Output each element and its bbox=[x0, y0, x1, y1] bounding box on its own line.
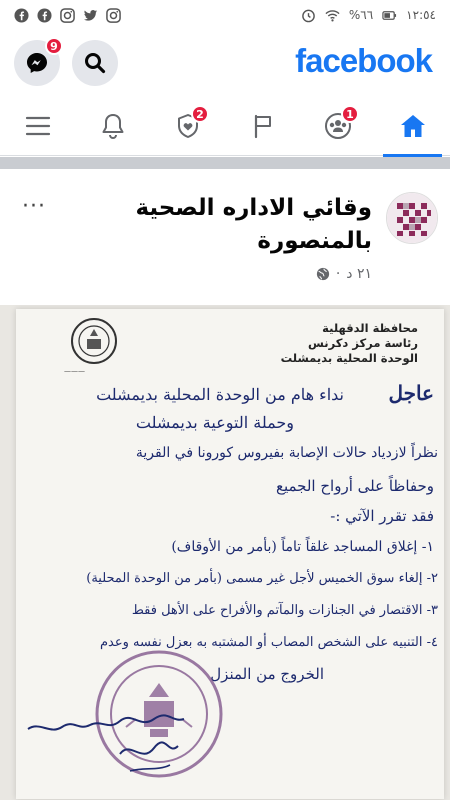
dot-separator: · bbox=[335, 266, 341, 282]
clock-icon bbox=[301, 8, 316, 23]
nav-tabs bbox=[0, 96, 450, 156]
bell-icon bbox=[98, 111, 128, 141]
battery-percent: %٦٦ bbox=[348, 8, 374, 22]
handwriting-line: ١- إغلاق المساجد غلقاً تاماً (بأمر من الأوقاف) bbox=[171, 539, 434, 555]
search-button[interactable] bbox=[72, 40, 118, 86]
wifi-icon bbox=[325, 8, 340, 23]
home-icon bbox=[398, 111, 428, 141]
flag-icon bbox=[248, 111, 278, 141]
urgent-label: عاجل bbox=[388, 381, 434, 405]
tab-notifications[interactable] bbox=[75, 96, 150, 156]
seal-caption: ——— bbox=[64, 367, 85, 375]
dating-badge: 2 bbox=[191, 105, 209, 123]
status-right bbox=[301, 8, 436, 23]
page-name[interactable]: وقائي الاداره الصحية بالمنصورة bbox=[135, 195, 372, 254]
messenger-badge: 9 bbox=[45, 37, 63, 55]
handwriting-line: فقد تقرر الآتي :- bbox=[330, 507, 434, 525]
letterhead-line: رئاسة مركز دكرنس bbox=[308, 336, 418, 350]
signature-icon bbox=[20, 699, 230, 779]
facebook-icon bbox=[37, 8, 52, 23]
post-header bbox=[0, 170, 450, 300]
handwriting-line: ٣- الاقتصار في الجنازات والمآتم والأفراح على الأهل فقط bbox=[131, 603, 438, 618]
battery-icon bbox=[382, 8, 397, 23]
letterhead-line: الوحدة المحلية بديمشلت bbox=[280, 351, 418, 365]
globe-icon bbox=[316, 267, 330, 281]
tab-dating[interactable] bbox=[150, 96, 225, 156]
status-bar bbox=[0, 0, 450, 30]
handwriting-line: نظراً لازدياد حالات الإصابة بفيروس كورونا في القرية bbox=[135, 445, 438, 461]
more-options-button[interactable]: ··· bbox=[22, 194, 46, 219]
letterhead bbox=[281, 321, 418, 366]
instagram-icon bbox=[106, 8, 121, 23]
handwriting-line: ٢- إلغاء سوق الخميس لأجل غير مسمى (بأمر من الوحدة المحلية) bbox=[86, 571, 438, 586]
tab-pages[interactable] bbox=[225, 96, 300, 156]
tab-groups[interactable] bbox=[300, 96, 375, 156]
messenger-button[interactable] bbox=[14, 40, 60, 86]
instagram-icon bbox=[60, 8, 75, 23]
status-time: ١٢:٥٤ bbox=[406, 8, 436, 22]
hamburger-icon bbox=[23, 111, 53, 141]
handwriting-line: ٤- التنبيه على الشخص المصاب أو المشتبه به بعزل نفسه وعدم bbox=[99, 635, 438, 650]
post-meta bbox=[316, 266, 372, 282]
groups-badge: 1 bbox=[341, 105, 359, 123]
feed-separator bbox=[0, 157, 450, 169]
search-icon bbox=[83, 51, 107, 75]
handwriting-line: وحملة التوعية بديمشلت bbox=[135, 413, 294, 432]
handwriting-line: نداء هام من الوحدة المحلية بديمشلت bbox=[96, 385, 344, 404]
tab-menu[interactable] bbox=[0, 96, 75, 156]
post-time[interactable]: ٢١ د bbox=[346, 266, 372, 282]
document-paper bbox=[16, 309, 444, 799]
facebook-icon bbox=[14, 8, 29, 23]
twitter-icon bbox=[83, 8, 98, 23]
emblem-seal-icon bbox=[70, 317, 118, 365]
facebook-logo[interactable]: facebook bbox=[295, 42, 432, 79]
messenger-icon bbox=[25, 51, 49, 75]
tab-home[interactable] bbox=[375, 96, 450, 156]
page-avatar[interactable] bbox=[386, 192, 438, 244]
letterhead-line: محافظة الدقهلية bbox=[322, 321, 418, 335]
post-photo[interactable] bbox=[0, 305, 450, 800]
handwriting-line: وحفاظاً على أرواح الجميع bbox=[275, 477, 434, 495]
status-left bbox=[14, 8, 121, 23]
app-header bbox=[0, 38, 450, 88]
handwriting-line: الخروج من المنزل bbox=[210, 665, 324, 683]
